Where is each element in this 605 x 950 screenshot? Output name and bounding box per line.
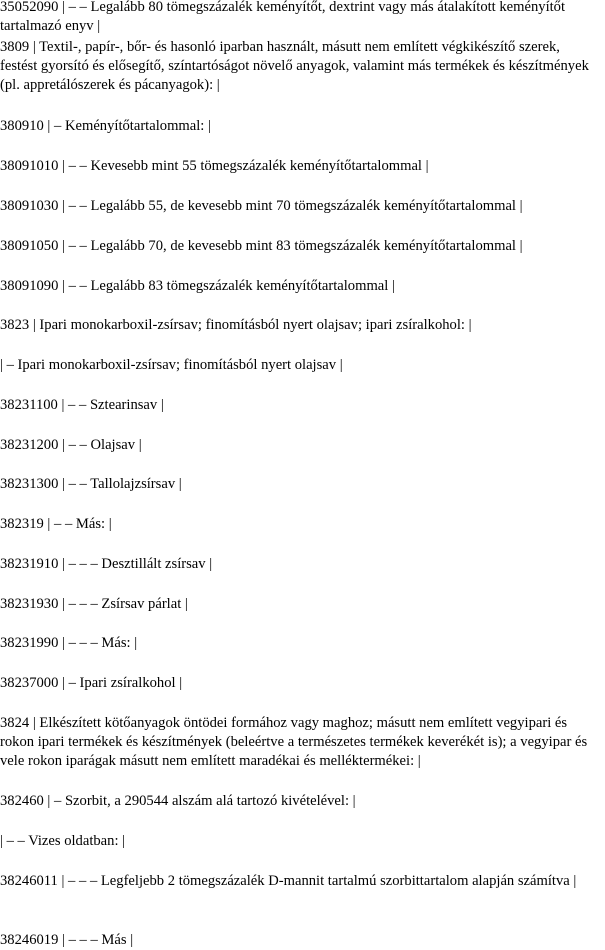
tariff-entry: 3823 | Ipari monokarboxil-zsírsav; finomításból nyert olajsav; ipari zsíralkohol: | [0,317,472,333]
tariff-entry: 38091050 | – – Legalább 70, de kevesebb mint 83 tömegszázalék keményítőtartalommal | [0,238,523,254]
tariff-entry: | – Ipari monokarboxil-zsírsav; finomításból nyert olajsav | [0,357,343,373]
tariff-entry: 38231100 | – – Sztearinsav | [0,397,164,413]
tariff-entry: 38231990 | – – – Más: | [0,635,138,651]
tariff-entry: 38091030 | – – Legalább 55, de kevesebb mint 70 tömegszázalék keményítőtartalommal | [0,198,523,214]
tariff-entry: 38091090 | – – Legalább 83 tömegszázalék keményítőtartalommal | [0,278,395,294]
tariff-entry: 38231300 | – – Tallolajzsírsav | [0,476,182,492]
tariff-entry: 3824 | Elkészített kötőanyagok öntödei formához vagy maghoz; másutt nem említett vegyipari és rokon ipari termékek és készítmények (beleértve a természetes termékek keverékét is); a vegyipar és vele rokon iparágak másutt nem említett maradékai és melléktermékei: | [0,715,588,769]
tariff-entry: 380910 | – Keményítőtartalommal: | [0,118,211,134]
tariff-entry: 38246019 | – – – Más | [0,932,134,948]
tariff-entry: 38231910 | – – – Desztillált zsírsav | [0,556,213,572]
tariff-entry: 38231200 | – – Olajsav | [0,437,142,453]
tariff-entry: 382460 | – Szorbit, a 290544 alszám alá tartozó kivételével: | [0,793,356,809]
tariff-entry: 3809 | Textil-, papír-, bőr- és hasonló iparban használt, másutt nem említett végkikészítő szerek, festést gyorsító és elősegítő, színtartóságot növelő anyagok, valamint más termékek és készítmények (pl. appretálószerek és pácanyagok): | [0,39,589,93]
tariff-entry: 38237000 | – Ipari zsíralkohol | [0,675,183,691]
tariff-entry: 38231930 | – – – Zsírsav párlat | [0,596,188,612]
tariff-entry: 382319 | – – Más: | [0,516,112,532]
tariff-entry: 35052090 | – – Legalább 80 tömegszázalék keményítőt, dextrint vagy más átalakított keményítőt tartalmazó enyv | [0,0,566,34]
tariff-entry: 38091010 | – – Kevesebb mint 55 tömegszázalék keményítőtartalommal | [0,158,429,174]
tariff-entry: 38246011 | – – – Legfeljebb 2 tömegszázalék D-mannit tartalmú szorbittartalom alapján számítva | [0,873,577,889]
tariff-entry: | – – Vizes oldatban: | [0,833,126,849]
